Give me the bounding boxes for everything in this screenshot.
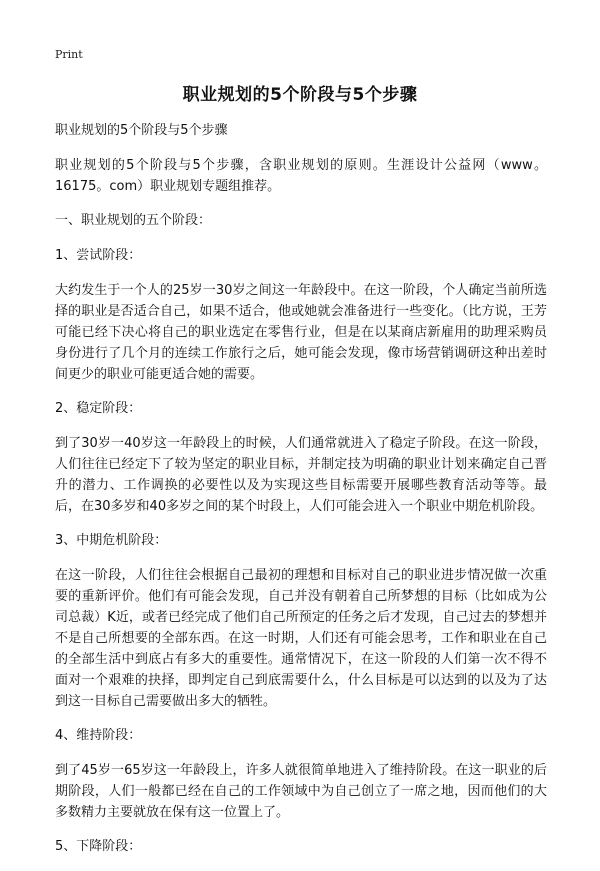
stage-heading-2: 2、稳定阶段： xyxy=(55,401,142,416)
article-body xyxy=(55,120,547,871)
stage-text-1: 大约发生于一个人的25岁一30岁之间这一年龄段中。在这一阶段，个人确定当前所选择的职业是否适合自己，如果不适合，他或她就会准备进行一些变化。（比方说，王芳可能已经下决心将自己的职业选定在零售行业，但是在以某商店新雇用的助理采购员身份进行了几个月的连续工作旅行之后，她可能会发现，像市场营销调研这种出差时间更少的职业可能更适合她的需要。 xyxy=(55,283,547,382)
print-link[interactable]: Print xyxy=(55,48,83,61)
stage-text-3: 在这一阶段，人们往往会根据自己最初的理想和目标对自己的职业进步情况做一次重要的重新评价。他们有可能会发现，自己并没有朝着自己所梦想的目标（比如成为公司总裁）K近，或者已经完成了他们自己所预定的任务之后才发现，自己过去的梦想并不是自己所想要的全部东西。在这一时期，人们还有可能会思考，工作和职业在自己的全部生活中到底占有多大的重要性。通常情况下，在这一阶段的人们第一次不得不面对一个艰难的抉择，即判定自己到底需要什么，什么目标是可以达到的以及为了达到这一目标自己需要做出多大的牺牲。 xyxy=(55,568,547,709)
intro-paragraph: 职业规划的5个阶段与5个步骤，含职业规划的原则。生涯设计公益网（www。16175。com）职业规划专题组推荐。 xyxy=(55,158,547,194)
stage-heading-1: 1、尝试阶段： xyxy=(55,248,142,263)
stage-text-4: 到了45岁一65岁这一年龄段上，许多人就很简单地进入了维持阶段。在这一职业的后期阶段，人们一般都已经在自己的工作领域中为自己创立了一席之地，因而他们的大多数精力主要就放在保有这一位置上了。 xyxy=(55,763,547,820)
stage-heading-5: 5、下降阶段： xyxy=(55,839,142,854)
page-title: 职业规划的5个阶段与5个步骤 xyxy=(182,85,418,105)
stage-text-2: 到了30岁一40岁这一年龄段上的时候，人们通常就进入了稳定子阶段。在这一阶段，人们往往已经定下了较为坚定的职业目标，并制定技为明确的职业计划来确定自己晋升的潜力、工作调换的必要性以及为实现这些目标需要开展哪些教育活动等等。最后，在30多岁和40多岁之间的某个时段上，人们可能会进入一个职业中期危机阶段。 xyxy=(55,436,547,514)
section-heading: 一、职业规划的五个阶段： xyxy=(55,213,212,228)
stage-heading-4: 4、维持阶段： xyxy=(55,728,142,743)
article-subtitle: 职业规划的5个阶段与5个步骤 xyxy=(55,123,228,138)
stage-heading-3: 3、中期危机阶段： xyxy=(55,533,168,548)
